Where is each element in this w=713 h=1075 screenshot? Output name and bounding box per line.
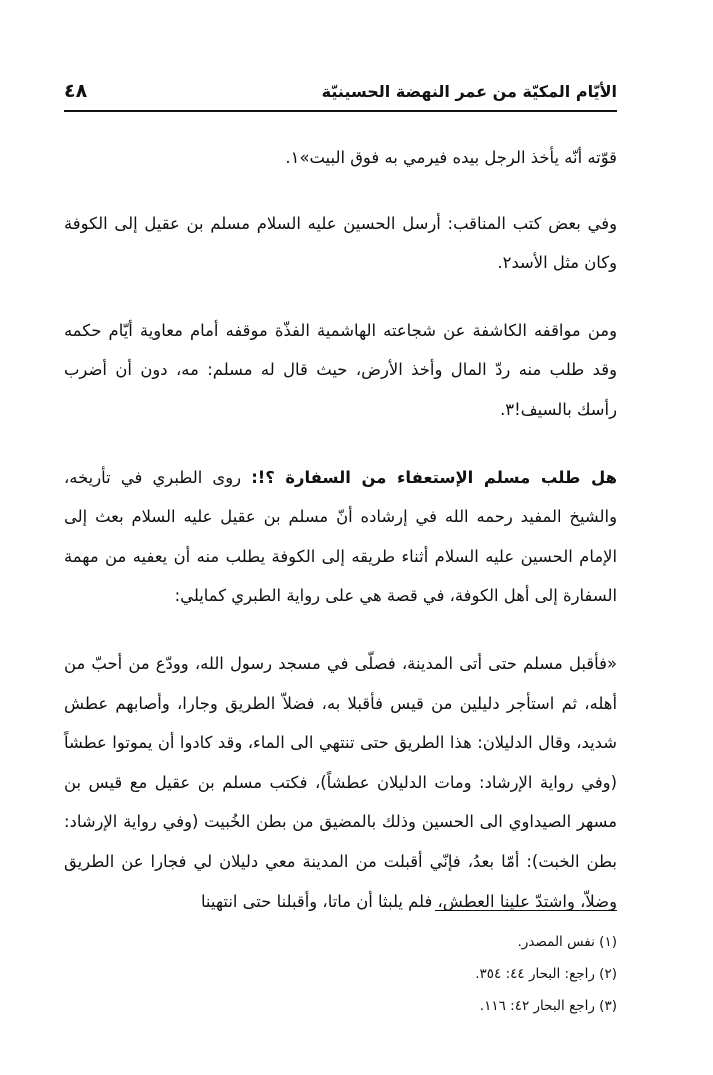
- footnote-3: (٣) راجع البحار ٤٢: ١١٦.: [479, 998, 617, 1014]
- footnote-1: (١) نفس المصدر.: [517, 934, 617, 950]
- paragraph-4: [64, 458, 617, 616]
- running-title: الأيّام المكيّة من عمر النهضة الحسينيّة: [321, 81, 617, 101]
- main-text: [64, 138, 617, 949]
- footnote-2: (٢) راجع: البحار ٤٤: ٣٥٤.: [475, 966, 617, 982]
- section-heading: هل طلب مسلم الإستعفاء من السفارة ؟!:: [251, 467, 618, 487]
- paragraph-1: قوّته أنّه يأخذ الرجل بيده فيرمي به فوق البيت»١.: [285, 148, 617, 167]
- paragraph-3: ومن مواقفه الكاشفة عن شجاعته الهاشمية الفذّة موقفه أمام معاوية أيّام حكمه وقد طلب منه ردّ المال وأخذ الأرض، حيث قال له مسلم: مه، دون أن أضرب رأسك بالسيف!٣.: [64, 320, 617, 419]
- paragraph-2: وفي بعض كتب المناقب: أرسل الحسين عليه السلام مسلم بن عقيل إلى الكوفة وكان مثل الأسد٢.: [64, 213, 617, 273]
- page-header: [64, 72, 617, 112]
- footnote-separator: [435, 910, 617, 911]
- paragraph-4-text: روى الطبري في تأريخه، والشيخ المفيد رحمه الله في إرشاده أنّ مسلم بن عقيل عليه السلام بعث إلى الإمام الحسين عليه السلام أثناء طريقه إلى الكوفة يطلب منه أن يعفيه من مهمة السفارة إلى أهل الكوفة، في قصة هي على رواية الطبري كمايلي:: [64, 467, 617, 606]
- paragraph-5: «فأقبل مسلم حتى أتى المدينة، فصلّى في مسجد رسول الله، وودّع من أحبّ من أهله، ثم استأجر دليلين من قيس فأقبلا به، فضلاّ الطريق وجارا، وأصابهم عطش شديد، وقال الدليلان: هذا الطريق حتى تنتهي الى الماء، وقد كادوا أن يموتوا عطشاً (وفي رواية الإرشاد: ومات الدليلان عطشاً)، فكتب مسلم بن عقيل مع قيس بن مسهر الصيداوي الى الحسين وذلك بالمضيق من بطن الخُبيت (وفي رواية الإرشاد: بطن الخبت): أمّا بعدُ، فإنّي أقبلت من المدينة معي دليلان لي فجارا عن الطريق وضلاّ، واشتدّ علينا العطش، فلم يلبثا أن ماتا، وأقبلنا حتى انتهينا: [64, 653, 617, 911]
- page-number: ٤٨: [64, 80, 88, 102]
- footnotes: [64, 926, 617, 1022]
